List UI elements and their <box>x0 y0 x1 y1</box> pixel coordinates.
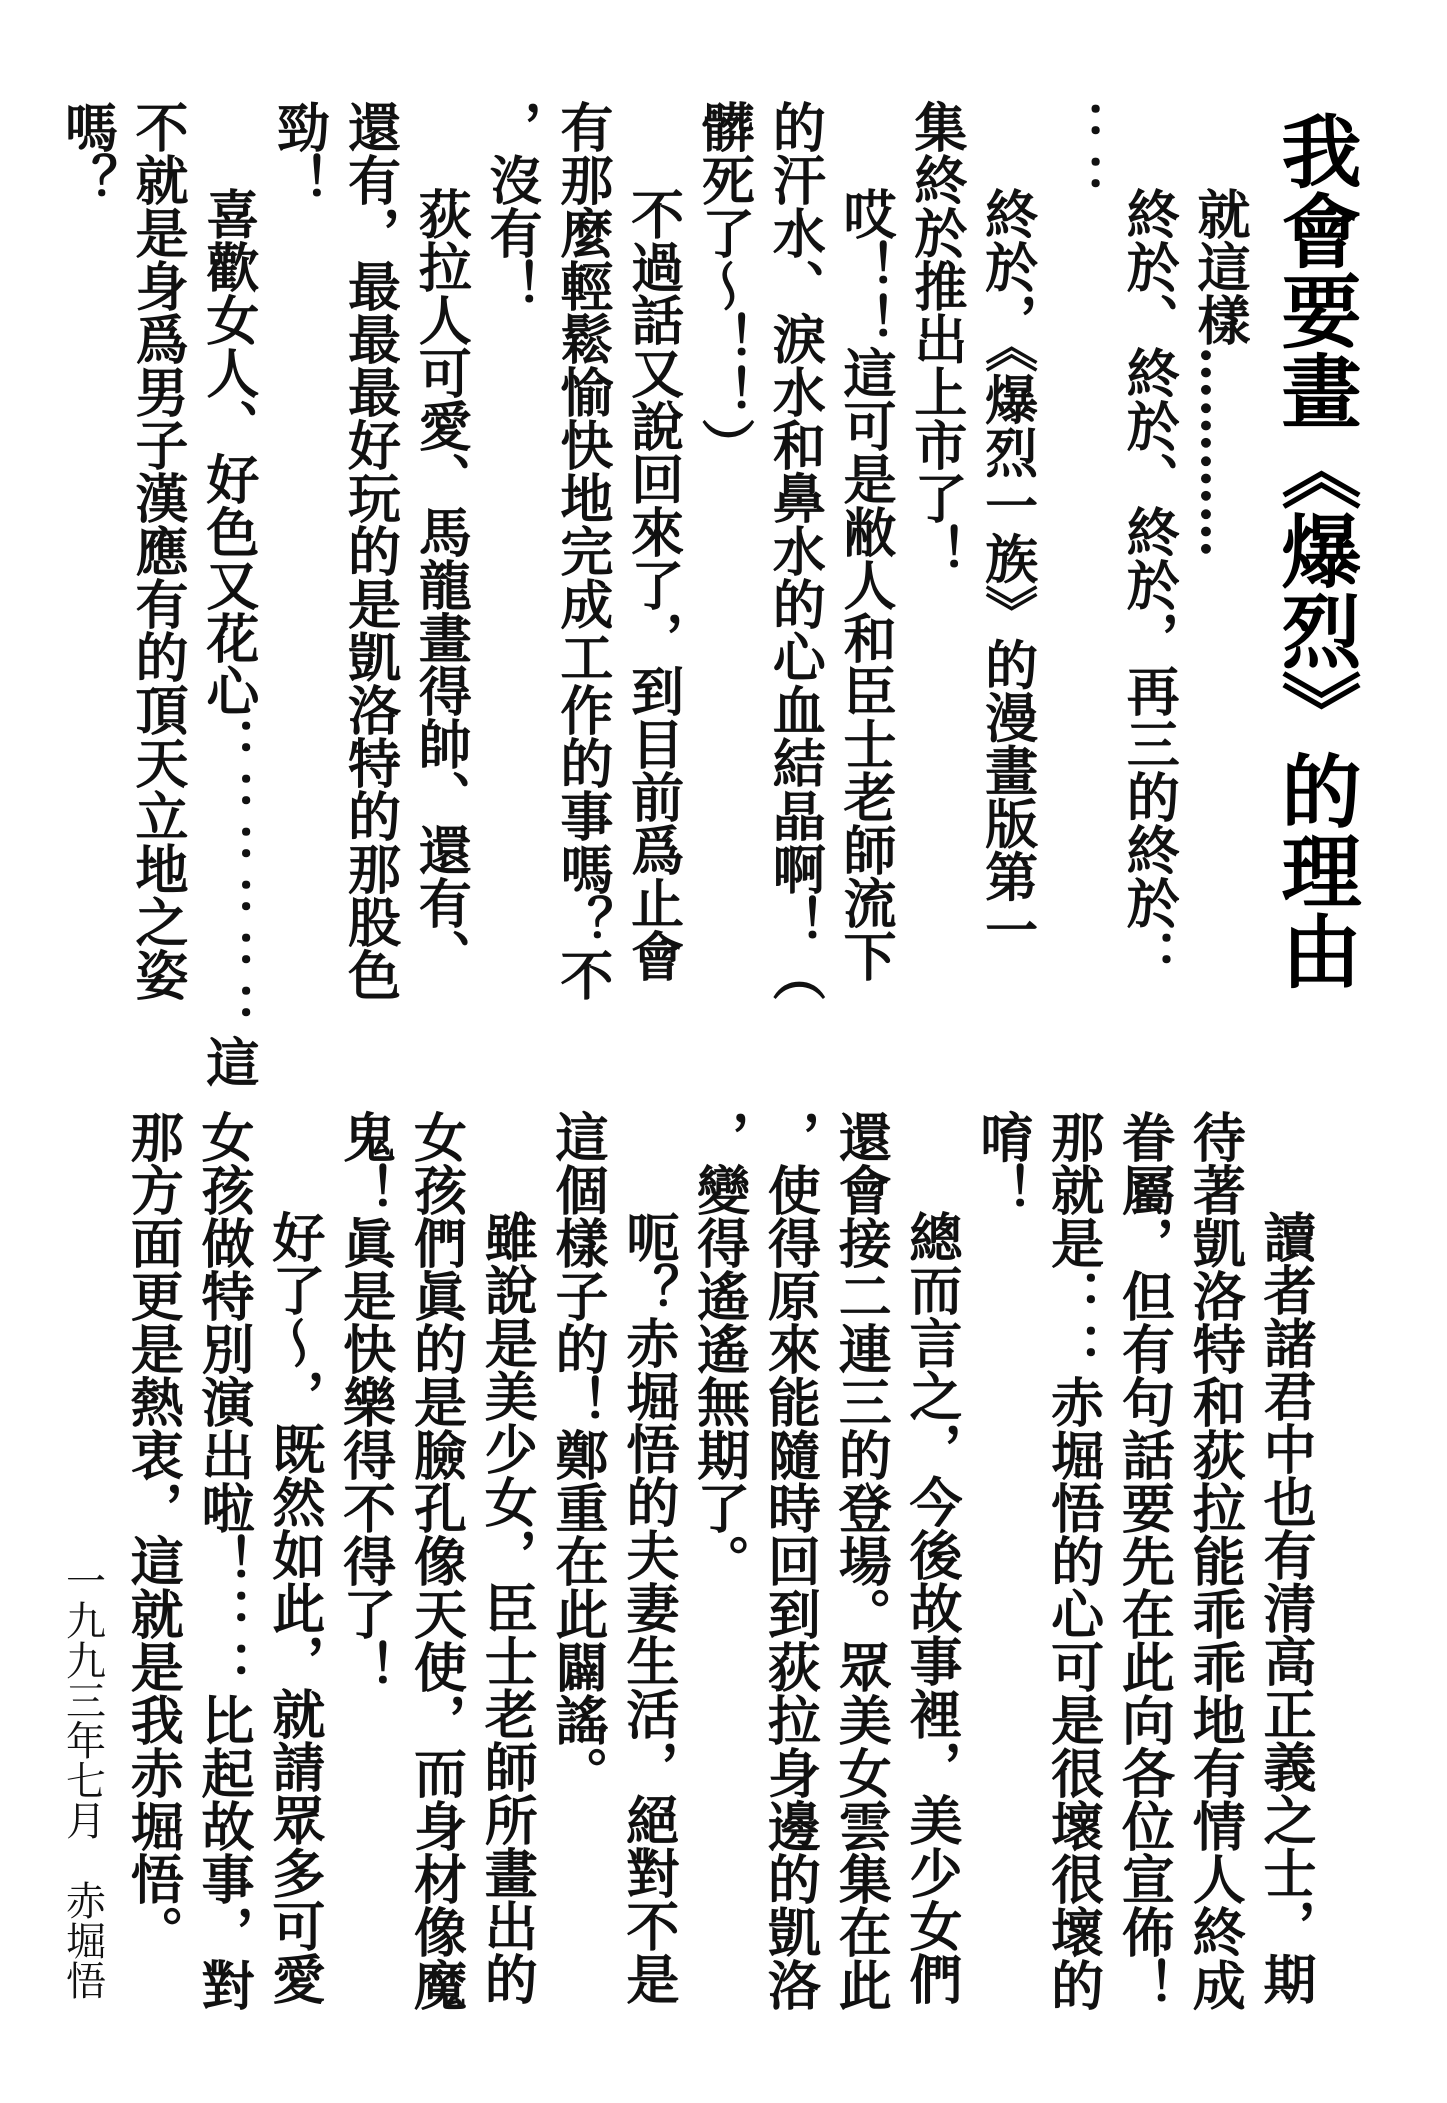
text-column: ，使得原來能隨時回到荻拉身邊的凱洛 <box>759 1110 822 2011</box>
text-column: 唷！ <box>971 1110 1034 1216</box>
text-column: ，變得遙遙無期了。 <box>688 1110 751 1587</box>
text-column: 嗎？ <box>56 100 119 206</box>
text-column: 那方面更是熱衷，這就是我赤堀悟。 <box>122 1110 185 1958</box>
text-column: ：： <box>1047 100 1110 206</box>
text-column: 讀者諸君中也有清高正義之士，期 <box>1255 1210 1317 2005</box>
text-column: 待著凱洛特和荻拉能乖乖地有情人終成 <box>1184 1110 1247 2011</box>
text-column: 勁！ <box>268 100 331 206</box>
signature-date: 一九九三年七月 赤堀悟 <box>59 1560 106 2000</box>
text-column: 還會接二連三的登場。眾美女雲集在此 <box>830 1110 893 2011</box>
text-column: 不過話又說回來了，到目前爲止會 <box>622 187 685 982</box>
text-column: 呃？赤堀悟的夫妻生活，絕對不是 <box>617 1210 680 2005</box>
text-column: 有那麼輕鬆愉快地完成工作的事嗎？不 <box>551 100 614 1001</box>
text-column: ，沒有！ <box>481 100 544 312</box>
essay-section-1 <box>51 100 1255 1088</box>
text-column: 雖說是美少女，臣士老師所畫出的 <box>476 1210 539 2005</box>
text-column: 終於，《爆烈一族》的漫畫版第一 <box>976 187 1039 956</box>
text-column: 女孩們眞的是臉孔像天使，而身材像魔 <box>405 1110 468 2011</box>
text-column: 眷屬，但有句話要先在此向各位宣佈！ <box>1113 1110 1176 2011</box>
text-column: 那就是：：赤堀悟的心可是很壞很壞的 <box>1042 1110 1105 2011</box>
text-column: 的汗水、淚水和鼻水的心血結晶啊！（ <box>764 100 827 1001</box>
text-column: 好了～，既然如此，就請眾多可愛 <box>263 1210 326 2005</box>
page-title: 我會要畫《爆烈》的理由 <box>1268 110 1362 990</box>
text-column: 總而言之，今後故事裡，美少女們 <box>901 1210 964 2005</box>
text-column: 就這樣………… <box>1189 187 1251 558</box>
text-column: 終於、終於、終於，再三的終於： <box>1118 187 1181 982</box>
text-column: 鬼！眞是快樂得不得了！ <box>334 1110 397 1693</box>
text-column: 不就是身爲男子漢應有的頂天立地之姿 <box>127 100 190 1001</box>
text-column: 集終於推出上市了！ <box>905 100 968 577</box>
text-column: 哎！！這可是敝人和臣士老師流下 <box>835 187 898 982</box>
text-column: 荻拉人可愛、馬龍畫得帥、還有、 <box>410 187 473 982</box>
essay-section-2 <box>47 1110 1321 2011</box>
text-column: 這個樣子的！鄭重在此闢謠。 <box>547 1110 610 1799</box>
text-column: 髒死了～！！） <box>693 100 756 471</box>
text-column: 還有，最最最好玩的是凱洛特的那股色 <box>339 100 402 1001</box>
text-column: 女孩做特別演出啦！：：比起故事，對 <box>193 1110 256 2011</box>
text-column: 喜歡女人、好色又花心：：：：：：這 <box>197 187 260 1088</box>
